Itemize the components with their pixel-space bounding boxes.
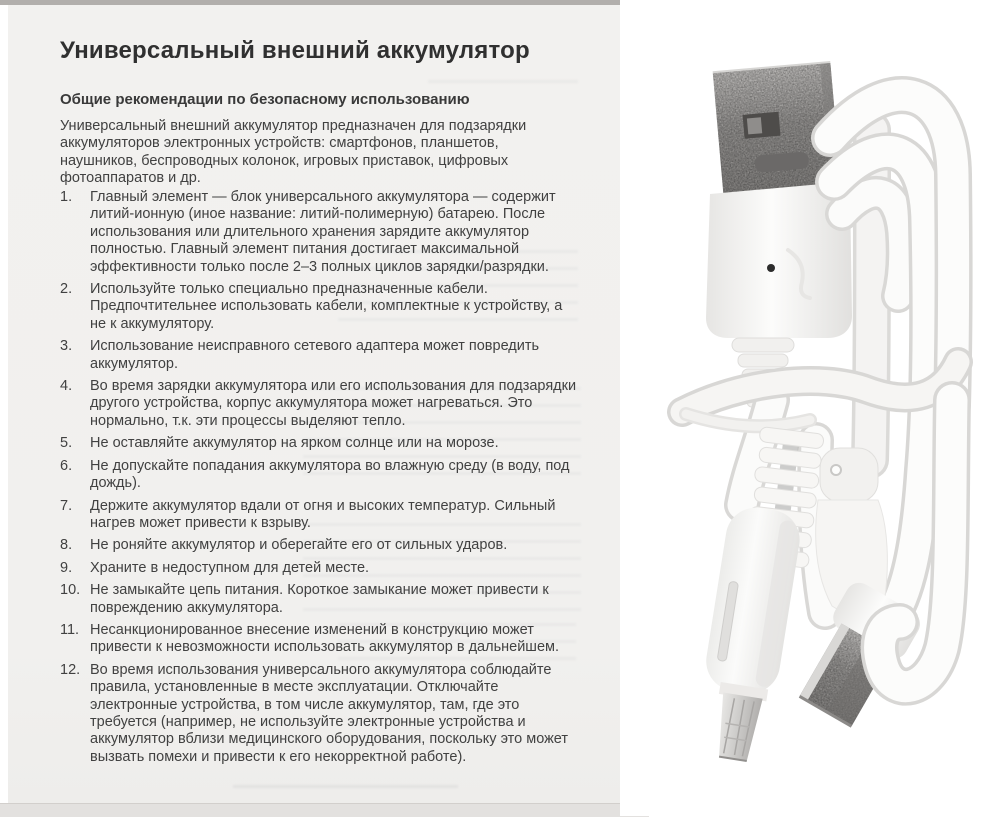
- item-number: 9.: [60, 559, 73, 576]
- bead-hole: [831, 465, 841, 475]
- page-subtitle: Общие рекомендации по безопасному использованию: [60, 91, 470, 108]
- item-text: Не замыкайте цепь питания. Короткое замыкание может привести к повреждению аккумулятора.: [90, 582, 549, 616]
- page-bleed-through: [428, 80, 578, 96]
- micro-usb-connector: [691, 503, 804, 763]
- page-bleed-through: [338, 623, 576, 665]
- item-text: Использование неисправного сетевого адаптера может повредить аккумулятор.: [90, 338, 540, 372]
- instruction-page: [8, 5, 620, 803]
- item-text: Во время зарядки аккумулятора или его использования для подзарядки другого устройства, корпус аккумулятора может нагреваться. Это нормально, т.к. эти процессы выделяют тепло.: [90, 378, 577, 429]
- item-number: 6.: [60, 457, 73, 474]
- item-text: Храните в недоступном для детей месте.: [90, 559, 370, 576]
- item-text: Несанкционированное внесение изменений в конструкцию может привести к невозможности использовать аккумулятор в дальнейшем.: [90, 621, 560, 656]
- item-number: 1.: [60, 189, 73, 205]
- item-number: 10.: [60, 582, 81, 599]
- item-number: 8.: [60, 537, 73, 554]
- page-bleed-through: [338, 250, 578, 335]
- usb-cable-illustration: [620, 0, 1000, 816]
- page-bleed-through: [303, 523, 581, 621]
- product-photo: [620, 0, 1000, 816]
- intro-paragraph: Универсальный внешний аккумулятор предназначен для подзарядки аккумуляторов электронных устройств: смартфонов, планшетов, наушников, беспроводных колонок, игровых приставок, цифровых фотоаппаратов и др.: [60, 118, 527, 187]
- item-number: 3.: [60, 338, 73, 355]
- page-bleed-through: [233, 785, 458, 795]
- item-text: Используйте только специально предназначенные кабели. Предпочтительнее использовать кабели, комплектные к устройству, а не к аккумулятору.: [90, 281, 563, 332]
- item-text: Держите аккумулятор вдали от огня и высоких температур. Сильный нагрев может привести к взрыву.: [90, 497, 556, 531]
- item-number: 5.: [60, 435, 73, 452]
- item-number: 7.: [60, 497, 73, 514]
- item-text: Не допускайте попадания аккумулятора во влажную среду (в воду, под дождь).: [90, 457, 570, 492]
- page-bleed-through: [303, 387, 581, 475]
- item-number: 11.: [60, 621, 80, 638]
- item-text: Во время использования универсального аккумулятора соблюдайте правила, установленные в месте эксплуатации. Отключайте электронные устройства, в том числе аккумулятор, там, где это требуется (например, не используйте электронные устройства и аккумулятор вблизи медицинского оборудования, поскольку это может вызвать помехи и привести к его некорректной работе).: [90, 661, 569, 765]
- item-number: 4.: [60, 378, 73, 395]
- item-number: 2.: [60, 281, 73, 298]
- housing-dot: [767, 264, 775, 272]
- photo-bottom-edge: [0, 803, 649, 817]
- item-text: Не роняйте аккумулятор и оберегайте его от сильных ударов.: [90, 537, 508, 554]
- page-title: Универсальный внешний аккумулятор: [60, 37, 530, 64]
- safety-list-item: [60, 338, 582, 373]
- micro-usb-metal-tip: [713, 692, 763, 761]
- item-text: Главный элемент — блок универсального аккумулятора — содержит литий-ионную (иное название: литий-полимерную) батарею. После использования или длительного хранения зарядите аккумулятор полностью. Главный элемент питания достигает максимальной эффективности только после 2–3 полных циклов зарядки/разрядки.: [90, 189, 556, 275]
- safety-list-item: [60, 662, 582, 766]
- item-number: 12.: [60, 661, 81, 678]
- item-text: Не оставляйте аккумулятор на ярком солнце или на морозе.: [90, 435, 499, 452]
